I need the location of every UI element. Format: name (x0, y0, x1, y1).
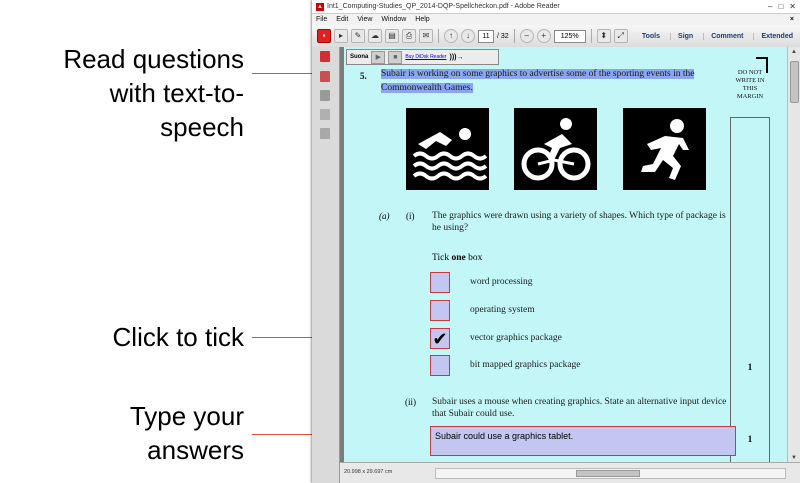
swimming-pictogram (406, 108, 489, 190)
window-controls (768, 2, 800, 11)
suona-logo: Suona (350, 54, 369, 60)
callout-click-to-tick (24, 320, 244, 354)
tools-expand-icon[interactable]: ⤢ (614, 29, 628, 43)
question-text[interactable] (381, 67, 733, 95)
menu-file[interactable]: File (316, 16, 328, 23)
menu-bar (312, 14, 800, 25)
tab-tools[interactable]: Tools (641, 32, 661, 40)
tick-suffix: box (465, 253, 483, 263)
cycling-pictogram (514, 108, 597, 190)
margin-header: DO NOT WRITE IN THIS MARGIN (735, 69, 765, 100)
document-close-icon[interactable]: × (789, 16, 794, 23)
menu-help[interactable]: Help (415, 16, 430, 23)
callout-line: speech (160, 112, 244, 142)
part-i-text[interactable]: The graphics were drawn using a variety of shapes. Which type of package is he using? (432, 211, 726, 233)
toolbar-separator (438, 29, 439, 43)
toolbar-separator (514, 29, 515, 43)
buy-reader-link[interactable]: Buy DiDsk Reader (405, 54, 447, 60)
margin-column (730, 117, 770, 463)
toolbar-separator (591, 29, 592, 43)
fit-page-icon[interactable]: ⬍ (597, 29, 611, 43)
option-label: operating system (470, 305, 535, 315)
zoom-out-icon[interactable]: – (520, 29, 534, 43)
menu-edit[interactable]: Edit (336, 16, 349, 23)
option-label: vector graphics package (470, 333, 562, 343)
callout-line: answers (147, 435, 244, 465)
maximize-icon[interactable]: □ (778, 2, 784, 11)
callout-line: Read questions (63, 44, 244, 74)
window-title: Int1_Computing-Studies_QP_2014-DQP-Spellcheckon.pdf - Adobe Reader (327, 3, 560, 10)
prev-page-icon[interactable]: ↑ (444, 29, 458, 43)
question-text-highlight: Subair is working on some graphics to advertise some of the sporting events in the Commonwealth Games. (381, 69, 695, 93)
option-row (430, 328, 730, 350)
adobe-icon: ▲ (317, 3, 323, 10)
callout-line: Type your (129, 401, 244, 431)
pdf-page (344, 47, 788, 463)
tick-prefix: Tick (432, 253, 452, 263)
pdf-icon[interactable] (320, 51, 330, 62)
callout-line: Click to tick (112, 322, 244, 352)
tick-bold: one (451, 253, 466, 263)
mark-part-ii: 1 (747, 434, 753, 444)
tab-extended[interactable]: Extended (753, 33, 800, 40)
cloud-icon[interactable]: ☁ (368, 29, 382, 43)
zoom-in-icon[interactable]: + (537, 29, 551, 43)
answer-field[interactable]: Subair could use a graphics tablet. (430, 426, 736, 456)
callout-read-questions (24, 42, 244, 144)
h-scroll-thumb[interactable] (576, 470, 641, 477)
layers-icon[interactable] (320, 90, 330, 101)
toolbar (312, 25, 800, 48)
vertical-scrollbar[interactable] (787, 47, 800, 463)
minimize-icon[interactable]: – (768, 2, 773, 11)
signature-icon[interactable] (320, 128, 330, 139)
menu-view[interactable]: View (357, 16, 373, 23)
part-a-label: (a) (379, 211, 390, 221)
voice-wave-icon[interactable]: )))→ (449, 53, 464, 61)
checkbox-word-processing[interactable] (430, 272, 450, 293)
part-i-label: (i) (406, 211, 415, 221)
part-ii-text[interactable]: Subair uses a mouse when creating graphics. State an alternative input device that Subair could use. (432, 397, 727, 419)
page-number-input[interactable]: 11 (478, 30, 494, 43)
checkbox-vector-graphics[interactable] (430, 328, 450, 349)
page-size-readout: 20.998 x 29.697 cm (344, 469, 393, 475)
save-icon[interactable]: ▤ (385, 29, 399, 43)
attachment-icon[interactable] (320, 109, 330, 120)
title-bar (312, 0, 800, 14)
page-total: / 32 (497, 32, 509, 40)
horizontal-scrollbar[interactable] (435, 468, 786, 479)
page-viewport (340, 47, 800, 463)
mark-part-i: 1 (747, 362, 753, 372)
close-icon[interactable]: ✕ (789, 2, 796, 11)
navigation-pane (312, 47, 340, 483)
tab-comment[interactable]: Comment (703, 33, 750, 40)
option-label: word processing (470, 277, 533, 287)
tab-sign[interactable]: Sign (670, 33, 700, 40)
part-ii-label: (ii) (405, 397, 416, 407)
pages-icon[interactable] (320, 71, 330, 82)
option-row (430, 300, 730, 322)
status-bar (340, 462, 800, 483)
callout-type-answers (24, 399, 244, 467)
document-area (312, 47, 800, 483)
create-pdf-icon[interactable]: ▪ (317, 29, 331, 43)
next-page-icon[interactable]: ↓ (461, 29, 475, 43)
edit-icon[interactable]: ✎ (351, 29, 365, 43)
running-pictogram (623, 108, 706, 190)
reader-window (312, 0, 800, 483)
option-label: bit mapped graphics package (470, 360, 581, 370)
email-icon[interactable]: ✉ (419, 29, 433, 43)
play-button[interactable]: ▶ (371, 51, 385, 64)
option-row (430, 355, 730, 377)
stop-button[interactable]: ■ (388, 51, 402, 64)
text-to-speech-bar (346, 49, 499, 65)
option-row (430, 272, 730, 294)
zoom-select[interactable]: 125% (554, 30, 586, 43)
scroll-down-icon[interactable]: ▼ (791, 455, 797, 461)
checkbox-bit-mapped[interactable] (430, 355, 450, 376)
question-number: 5. (360, 71, 367, 81)
print-icon[interactable]: ⎙ (402, 29, 416, 43)
open-icon[interactable]: ▸ (334, 29, 348, 43)
menu-window[interactable]: Window (381, 16, 407, 23)
tick-instruction (432, 253, 482, 263)
checkbox-operating-system[interactable] (430, 300, 450, 321)
checkmark-icon: ✔ (432, 329, 448, 349)
scroll-thumb[interactable] (790, 61, 799, 103)
scroll-up-icon[interactable]: ▲ (791, 49, 797, 55)
callout-line: with text-to- (109, 78, 244, 108)
